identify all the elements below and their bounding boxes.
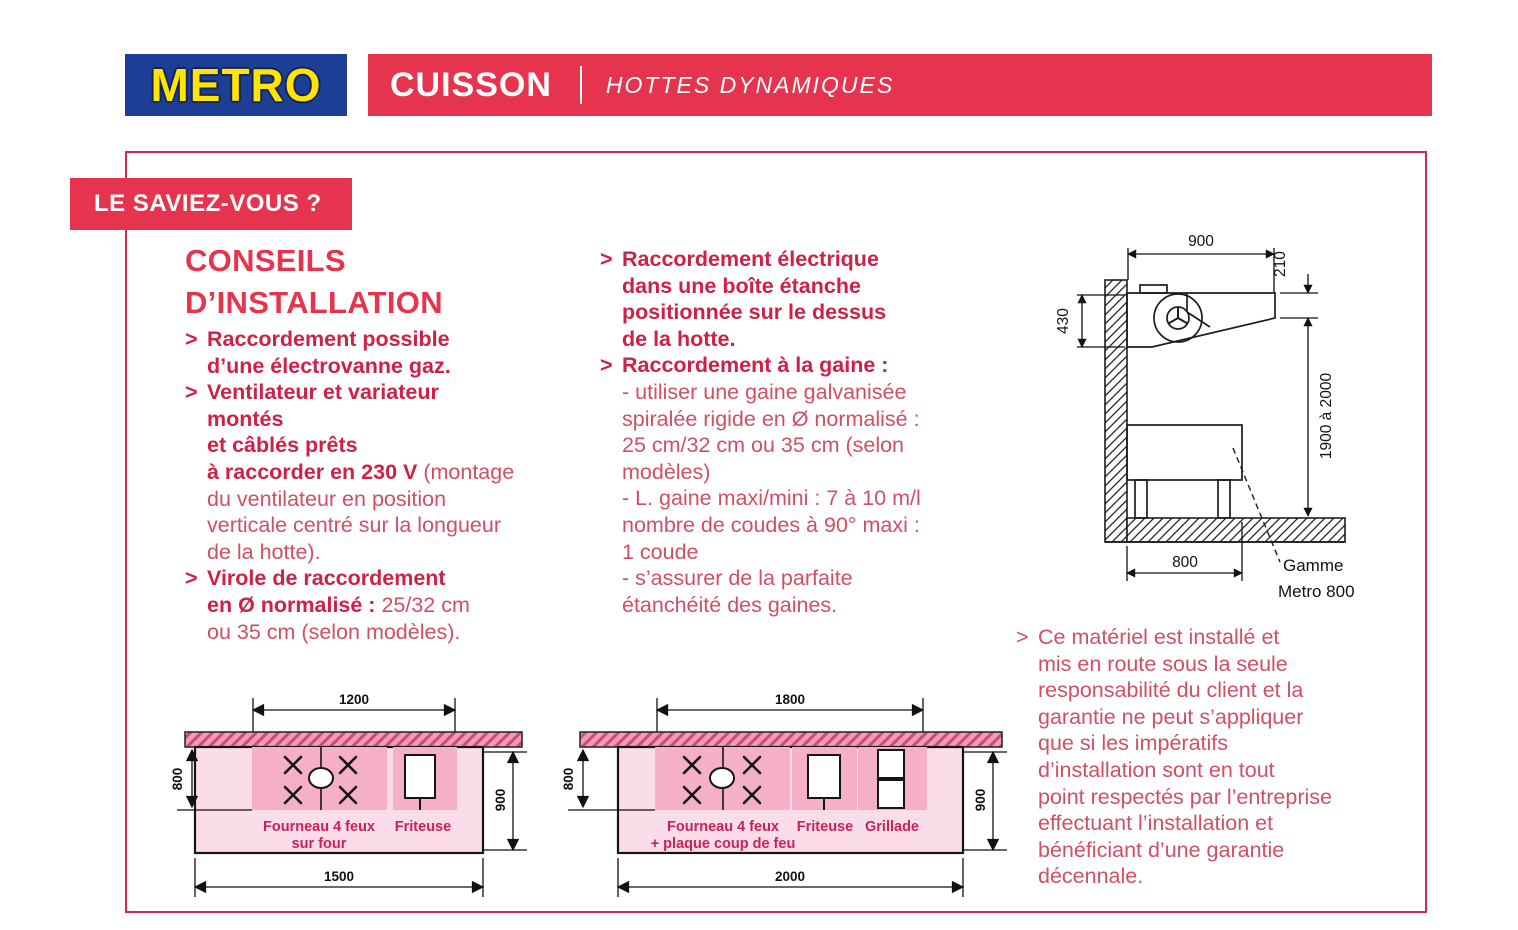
fourneau-label-1: Fourneau 4 feux <box>263 819 375 835</box>
section-subtitle: HOTTES DYNAMIQUES <box>605 71 895 98</box>
dim-800-left-label: 800 <box>561 767 576 791</box>
dim-1900-2000-label: 1900 à 2000 <box>1318 372 1335 460</box>
metro-logo <box>125 54 347 116</box>
gamme-label-line2: Metro 800 <box>1278 582 1355 601</box>
fourneau-label-2: sur four <box>291 836 347 852</box>
hood-side-view-diagram <box>1050 226 1405 616</box>
did-you-know-label: LE SAVIEZ-VOUS ? <box>94 190 322 217</box>
bullet-item: > Raccordement possible d’une électrovanne gaz. <box>185 327 451 378</box>
dim-900-label: 900 <box>1188 233 1214 250</box>
wall-hatch <box>1105 280 1127 542</box>
bullet-item: > Raccordement électrique dans une boîte étanche positionnée sur le dessus de la hotte. <box>600 247 887 351</box>
fourneau-label-2: + plaque coup de feu <box>650 836 796 852</box>
dim-800-label: 800 <box>1172 554 1198 571</box>
bullet-item: > Virole de raccordement en Ø normalisé : 25/32 cm ou 35 cm (selon modèles). <box>185 566 470 644</box>
hood-bar <box>185 732 522 747</box>
advice-column-middle <box>600 246 1005 618</box>
header-bar <box>368 54 1432 116</box>
advice-column-left <box>185 326 585 645</box>
dim-800-left-label: 800 <box>170 767 185 791</box>
appliance-block <box>1127 425 1242 480</box>
metro-logo-text: METRO <box>150 59 322 111</box>
bullet-item: > Ventilateur et variateur montés et câblés prêts à raccorder en 230 V (montage du ventilateur en position verticale centré sur la longueur de la hotte). <box>185 380 515 564</box>
plan-diagram-2000 <box>560 692 1018 907</box>
friteuse-label: Friteuse <box>394 819 452 835</box>
bullet-item: > Raccordement à la gaine : - utiliser une gaine galvanisée spiralée rigide en Ø normalisé : 25 cm/32 cm ou 35 cm (selon modèles) - L. gaine maxi/mini : 7 à 10 m/l nombre de coudes à 90° maxi : 1 coude - s’assurer de la parfaite étanchéité des gaines. <box>600 353 921 617</box>
hood-outline <box>1127 293 1275 347</box>
page-title-line2: D’INSTALLATION <box>185 285 443 320</box>
header-separator <box>580 66 582 104</box>
dim-430-label: 430 <box>1055 308 1072 334</box>
dim-2000-label: 2000 <box>774 869 806 884</box>
junction-box <box>1140 285 1167 293</box>
dim-900-right-label: 900 <box>493 788 508 812</box>
dim-1500-label: 1500 <box>323 869 355 884</box>
section-title: CUISSON <box>390 65 552 104</box>
plan-diagram-1500 <box>165 692 535 907</box>
gamme-label-line1: Gamme <box>1283 556 1344 575</box>
friteuse-label: Friteuse <box>796 819 854 835</box>
hood-bar <box>580 732 1002 747</box>
warranty-column <box>1016 624 1421 890</box>
dim-1800-label: 1800 <box>774 692 806 707</box>
fourneau-label-1: Fourneau 4 feux <box>667 819 779 835</box>
dim-210-label: 210 <box>1272 251 1289 277</box>
dim-1200-label: 1200 <box>338 692 370 707</box>
page-title <box>185 240 443 324</box>
page-title-line1: CONSEILS <box>185 243 346 278</box>
did-you-know-badge <box>70 178 352 230</box>
grillade-label: Grillade <box>865 819 919 835</box>
dim-900-right-label: 900 <box>973 788 988 812</box>
floor-hatch <box>1127 518 1345 542</box>
bullet-item: > Ce matériel est installé et mis en route sous la seule responsabilité du client et la garantie ne peut s’appliquer que si les impératifs d’installation sont en tout point respectés par l’entreprise effectuant l’installation et bénéficiant d’une garantie décennale. <box>1016 625 1332 889</box>
